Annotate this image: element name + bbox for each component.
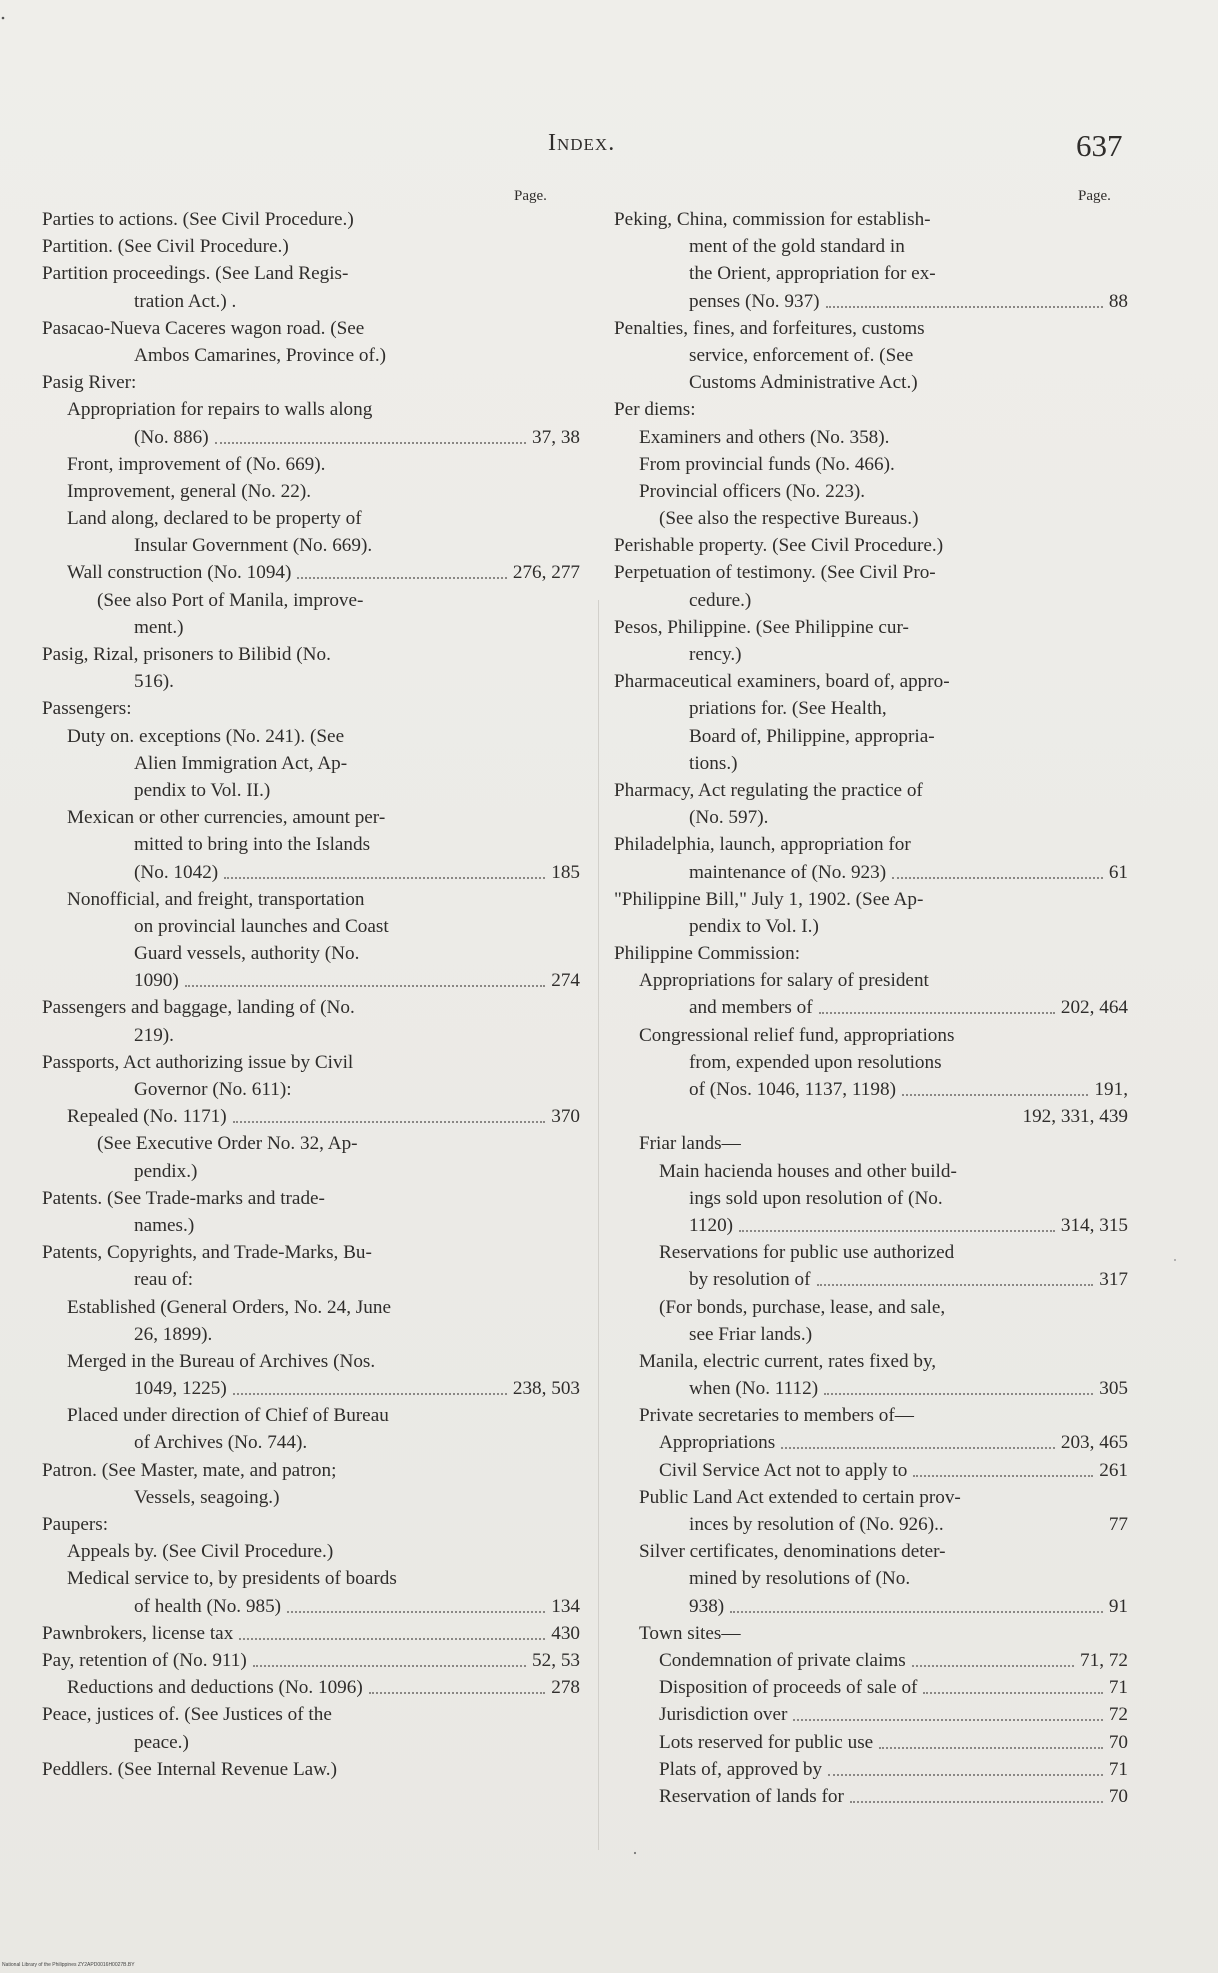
index-page-ref: 72: [1108, 1704, 1128, 1726]
right-page-column-header: Page.: [1078, 188, 1111, 204]
index-entry-line: [614, 396, 1128, 423]
index-entry-line: [614, 1212, 1128, 1239]
index-entry-text: by resolution of: [689, 1269, 811, 1291]
index-page-ref: 274: [551, 970, 580, 992]
index-entry-text: ings sold upon resolution of (No.: [689, 1187, 943, 1209]
index-entry-line: [614, 940, 1128, 967]
index-page-ref: 430: [551, 1622, 580, 1644]
index-entry-line: [614, 1620, 1128, 1647]
column-divider: [598, 600, 599, 1850]
index-entry-line: [42, 614, 580, 641]
index-entry-text: Established (General Orders, No. 24, June: [67, 1296, 391, 1318]
index-entry-line: [42, 913, 580, 940]
index-entry-text: Reservations for public use authorized: [659, 1242, 955, 1264]
dot-leader: [912, 1665, 1074, 1667]
index-entry-text: Paupers:: [42, 1514, 109, 1535]
index-entry-line: [614, 1239, 1128, 1266]
index-entry-text: Perpetuation of testimony. (See Civil Pro-: [614, 562, 936, 584]
dot-leader: [233, 1393, 507, 1395]
index-entry-line: [614, 859, 1128, 886]
index-entry-text: Mexican or other currencies, amount per-: [67, 807, 386, 829]
index-entry-line: [614, 804, 1128, 831]
index-page-ref: 202, 464: [1060, 997, 1128, 1019]
dot-leader: [850, 1801, 1103, 1803]
footer-attribution: National Library of the Philippines ZY2APD0016H0027B.BY: [2, 1962, 135, 1968]
index-page-ref: 71: [1108, 1677, 1128, 1699]
index-entry-line: [614, 505, 1128, 532]
index-entry-text: Patron. (See Master, mate, and patron;: [42, 1459, 337, 1481]
index-entry-text: 219).: [134, 1024, 174, 1046]
index-entry-line: [42, 831, 580, 858]
index-page-ref: 261: [1099, 1459, 1128, 1481]
index-entry-text: pendix.): [134, 1160, 198, 1182]
index-entry-line: [614, 886, 1128, 913]
index-entry-text: Pasig, Rizal, prisoners to Bilibid (No.: [42, 644, 331, 665]
index-entry-text: Governor (No. 611):: [134, 1079, 292, 1100]
dot-leader: [879, 1747, 1103, 1749]
index-entry-text: (No. 1042): [134, 861, 219, 883]
index-entry-text: reau of:: [134, 1269, 194, 1291]
index-entry-text: Pharmacy, Act regulating the practice of: [614, 779, 923, 801]
dot-leader: [793, 1719, 1103, 1721]
dot-leader: [826, 306, 1103, 308]
index-entry-text: 26, 1899).: [134, 1323, 213, 1345]
index-entry-text: Pharmaceutical examiners, board of, appro-: [614, 671, 950, 693]
index-entry-text: Reductions and deductions (No. 1096): [67, 1677, 363, 1699]
index-entry-text: Examiners and others (No. 358).: [639, 426, 890, 448]
index-entry-line: [42, 587, 580, 614]
index-entry-line: [614, 1375, 1128, 1402]
index-entry-text: (See Executive Order No. 32, Ap-: [97, 1133, 358, 1155]
index-entry-line: [42, 1348, 580, 1375]
index-entry-text: Passports, Act authorizing issue by Civil: [42, 1051, 354, 1073]
index-entry-text: "Philippine Bill," July 1, 1902. (See Ap-: [614, 888, 924, 910]
index-entry-line: [614, 315, 1128, 342]
index-entry-text: Passengers and baggage, landing of (No.: [42, 997, 355, 1019]
index-entry-line: [42, 750, 580, 777]
index-entry-line: [42, 1076, 580, 1103]
dot-leader: [923, 1692, 1103, 1694]
index-entry-text: 1090): [134, 970, 179, 992]
index-entry-line: [42, 994, 580, 1021]
index-page-ref: 370: [551, 1106, 580, 1128]
index-entry-line: [614, 559, 1128, 586]
index-entry-text: (No. 597).: [689, 807, 769, 829]
page-title: Index.: [548, 130, 616, 156]
index-page-ref: 192, 331, 439: [1022, 1106, 1128, 1128]
index-entry-line: [614, 1348, 1128, 1375]
index-entry-text: Vessels, seagoing.): [134, 1486, 280, 1508]
index-entry-line: [42, 1701, 580, 1728]
dot-leader: [297, 577, 507, 579]
index-entry-text: Appropriations: [659, 1432, 776, 1454]
index-entry-text: Civil Service Act not to apply to: [659, 1459, 908, 1481]
index-entry-line: [42, 1593, 580, 1620]
index-entry-text: mined by resolutions of (No.: [689, 1568, 911, 1590]
index-entry-text: Congressional relief fund, appropriations: [639, 1024, 955, 1046]
index-entry-text: Ambos Camarines, Province of.): [134, 344, 387, 366]
index-entry-text: (See also the respective Bureaus.): [659, 508, 919, 530]
index-entry-line: [42, 777, 580, 804]
index-entry-text: mitted to bring into the Islands: [134, 834, 371, 856]
index-entry-text: 938): [689, 1595, 725, 1617]
dot-leader: [233, 1121, 545, 1123]
index-entry-line: [42, 641, 580, 668]
index-entry-text: Merged in the Bureau of Archives (Nos.: [67, 1350, 376, 1372]
index-entry-text: Pasacao-Nueva Caceres wagon road. (See: [42, 317, 365, 339]
index-entry-line: [42, 206, 580, 233]
index-entry-text: Perishable property. (See Civil Procedure.): [614, 535, 944, 557]
index-entry-line: [614, 532, 1128, 559]
index-entry-line: [614, 1429, 1128, 1456]
index-entry-text: Lots reserved for public use: [659, 1731, 874, 1753]
index-entry-line: [614, 1103, 1128, 1130]
index-page-ref: 70: [1108, 1785, 1128, 1807]
page-number: 637: [1076, 128, 1123, 163]
index-entry-text: From provincial funds (No. 466).: [639, 453, 895, 475]
index-entry-line: [42, 886, 580, 913]
index-entry-text: Alien Immigration Act, Ap-: [134, 752, 348, 774]
index-entry-text: peace.): [134, 1731, 189, 1753]
index-entry-line: [614, 695, 1128, 722]
index-entry-line: [614, 1511, 1128, 1538]
index-entry-text: when (No. 1112): [689, 1378, 819, 1400]
index-page-ref: 71, 72: [1080, 1649, 1128, 1671]
index-entry-text: Front, improvement of (No. 669).: [67, 453, 326, 475]
index-entry-line: [614, 1130, 1128, 1157]
index-entry-line: [42, 1729, 580, 1756]
index-entry-line: [42, 1375, 580, 1402]
index-entry-line: [614, 1022, 1128, 1049]
index-entry-line: [42, 859, 580, 886]
index-entry-line: [614, 451, 1128, 478]
index-entry-text: Pawnbrokers, license tax: [42, 1622, 234, 1644]
index-entry-line: [42, 1620, 580, 1647]
index-entry-text: Partition proceedings. (See Land Regis-: [42, 263, 349, 285]
index-entry-text: (See also Port of Manila, improve-: [97, 589, 364, 611]
dot-leader: [892, 877, 1103, 879]
index-entry-text: the Orient, appropriation for ex-: [689, 263, 936, 285]
index-entry-text: (No. 886): [134, 426, 209, 448]
index-entry-line: [42, 1402, 580, 1429]
index-entry-line: [42, 1756, 580, 1783]
dot-leader: [824, 1393, 1093, 1395]
index-entry-line: [614, 750, 1128, 777]
index-entry-text: Appropriation for repairs to walls along: [67, 399, 373, 421]
index-entry-line: [42, 1321, 580, 1348]
index-entry-line: [614, 206, 1128, 233]
index-entry-line: [42, 967, 580, 994]
dot-leader: [215, 442, 526, 444]
index-entry-line: [42, 1511, 580, 1538]
index-entry-text: Board of, Philippine, appropria-: [689, 725, 935, 747]
index-entry-line: [614, 1321, 1128, 1348]
index-entry-text: Pesos, Philippine. (See Philippine cur-: [614, 616, 909, 638]
index-entry-text: of health (No. 985): [134, 1595, 282, 1617]
index-entry-text: Placed under direction of Chief of Bureau: [67, 1405, 389, 1427]
index-entry-line: [614, 668, 1128, 695]
index-entry-text: Jurisdiction over: [659, 1704, 788, 1726]
index-entry-line: [42, 396, 580, 423]
index-entry-text: 516).: [134, 671, 174, 693]
index-entry-line: [42, 233, 580, 260]
index-entry-text: Partition. (See Civil Procedure.): [42, 236, 289, 258]
dot-leader: [224, 877, 545, 879]
index-entry-line: [614, 1729, 1128, 1756]
dot-leader: [902, 1094, 1088, 1096]
index-entry-line: [614, 1294, 1128, 1321]
index-entry-text: Town sites—: [639, 1622, 741, 1644]
index-entry-text: Insular Government (No. 669).: [134, 535, 373, 557]
index-entry-line: [614, 1538, 1128, 1565]
dot-leader: [239, 1638, 545, 1640]
index-entry-text: rency.): [689, 644, 742, 665]
index-entry-line: [42, 723, 580, 750]
index-entry-line: [614, 288, 1128, 315]
index-entry-line: [614, 1756, 1128, 1783]
index-entry-text: pendix to Vol. I.): [689, 915, 819, 937]
index-entry-line: [42, 1266, 580, 1293]
index-entry-line: [42, 1185, 580, 1212]
dot-leader: [913, 1475, 1093, 1477]
index-entry-text: Patents. (See Trade-marks and trade-: [42, 1187, 325, 1209]
index-page-ref: 276, 277: [512, 562, 580, 584]
index-entry-line: [614, 1674, 1128, 1701]
index-page-ref: 77: [1108, 1514, 1128, 1535]
index-entry-line: [614, 342, 1128, 369]
index-entry-line: [614, 1593, 1128, 1620]
index-page-ref: 134: [551, 1595, 580, 1617]
index-entry-text: Peace, justices of. (See Justices of the: [42, 1704, 332, 1726]
index-entry-line: [614, 777, 1128, 804]
index-entry-line: [614, 831, 1128, 858]
index-page-ref: 70: [1108, 1731, 1128, 1753]
index-entry-text: Passengers:: [42, 698, 132, 720]
index-entry-text: Main hacienda houses and other build-: [659, 1160, 957, 1182]
index-entry-text: on provincial launches and Coast: [134, 915, 389, 937]
index-entry-text: Guard vessels, authority (No.: [134, 943, 360, 965]
dot-leader: [287, 1611, 545, 1613]
index-entry-line: [42, 1674, 580, 1701]
index-entry-line: [42, 1212, 580, 1239]
index-entry-line: [614, 369, 1128, 396]
index-page-ref: 317: [1099, 1269, 1128, 1291]
index-entry-text: Plats of, approved by: [659, 1758, 823, 1780]
index-entry-text: service, enforcement of. (See: [689, 344, 914, 366]
index-page-ref: 278: [551, 1677, 580, 1699]
index-entry-line: [42, 1457, 580, 1484]
index-page-ref: 61: [1108, 861, 1128, 883]
index-entry-line: [614, 260, 1128, 287]
index-entry-line: [42, 1239, 580, 1266]
index-page-ref: 91: [1108, 1595, 1128, 1617]
index-entry-line: [614, 1457, 1128, 1484]
index-page-ref: 203, 465: [1060, 1432, 1128, 1454]
index-entry-line: [42, 1538, 580, 1565]
index-entry-text: ment.): [134, 616, 184, 638]
index-entry-line: [42, 451, 580, 478]
index-page-ref: 71: [1108, 1758, 1128, 1780]
index-entry-text: Pasig River:: [42, 372, 137, 394]
index-entry-text: Customs Administrative Act.): [689, 372, 918, 394]
index-entry-line: [614, 1402, 1128, 1429]
dot-leader: [781, 1447, 1055, 1449]
index-entry-text: 1049, 1225): [134, 1378, 227, 1400]
index-entry-line: [614, 994, 1128, 1021]
index-entry-line: [614, 1647, 1128, 1674]
dot-leader: [253, 1665, 526, 1667]
index-entry-text: Per diems:: [614, 399, 696, 421]
index-entry-line: [614, 424, 1128, 451]
index-entry-line: [614, 1484, 1128, 1511]
index-entry-line: [614, 1185, 1128, 1212]
index-entry-line: [42, 478, 580, 505]
left-page-column-header: Page.: [514, 188, 547, 204]
index-entry-text: Peking, China, commission for establish-: [614, 209, 931, 230]
index-entry-line: [614, 1565, 1128, 1592]
index-entry-text: Repealed (No. 1171): [67, 1106, 227, 1128]
index-entry-text: inces by resolution of (No. 926)..: [689, 1514, 944, 1535]
index-entry-text: Appeals by. (See Civil Procedure.): [67, 1541, 334, 1563]
index-entry-text: pendix to Vol. II.): [134, 779, 271, 801]
index-entry-text: Silver certificates, denominations deter-: [639, 1541, 946, 1563]
index-entry-line: [614, 478, 1128, 505]
index-entry-line: [42, 1049, 580, 1076]
index-entry-line: [42, 424, 580, 451]
index-entry-text: Condemnation of private claims: [659, 1649, 906, 1671]
index-entry-line: [614, 1266, 1128, 1293]
index-page-ref: 37, 38: [532, 426, 580, 448]
dot-leader: [817, 1284, 1093, 1286]
index-entry-text: Nonofficial, and freight, transportation: [67, 888, 365, 910]
index-entry-line: [614, 967, 1128, 994]
index-entry-line: [42, 1294, 580, 1321]
index-entry-line: [42, 532, 580, 559]
index-entry-line: [42, 1484, 580, 1511]
dot-leader: [828, 1774, 1103, 1776]
index-entry-line: [42, 1429, 580, 1456]
index-entry-text: cedure.): [689, 589, 752, 611]
index-entry-line: [42, 1103, 580, 1130]
index-entry-text: of (Nos. 1046, 1137, 1198): [689, 1079, 896, 1100]
index-entry-line: [42, 288, 580, 315]
index-page-ref: 314, 315: [1060, 1214, 1128, 1236]
index-entry-text: and members of: [689, 997, 813, 1019]
index-entry-line: [42, 260, 580, 287]
index-entry-text: ment of the gold standard in: [689, 236, 905, 258]
index-entry-text: Manila, electric current, rates fixed by,: [639, 1350, 937, 1372]
index-entry-text: Peddlers. (See Internal Revenue Law.): [42, 1758, 337, 1780]
index-entry-text: tions.): [689, 752, 738, 774]
index-entry-line: [42, 1565, 580, 1592]
index-entry-text: Duty on. exceptions (No. 241). (See: [67, 725, 345, 747]
index-entry-text: priations for. (See Health,: [689, 698, 887, 720]
index-entry-line: [42, 1130, 580, 1157]
index-entry-text: see Friar lands.): [689, 1323, 813, 1345]
index-entry-text: Pay, retention of (No. 911): [42, 1649, 247, 1671]
right-index-column: [614, 206, 1128, 1810]
index-entry-line: [42, 505, 580, 532]
index-entry-text: 1120): [689, 1214, 734, 1236]
dot-leader: [369, 1692, 545, 1694]
index-page-ref: 88: [1108, 290, 1128, 312]
index-entry-line: [42, 1022, 580, 1049]
index-entry-line: [614, 1783, 1128, 1810]
index-entry-line: [614, 723, 1128, 750]
index-entry-text: tration Act.) .: [134, 290, 237, 312]
index-entry-text: Private secretaries to members of—: [639, 1405, 914, 1427]
index-entry-text: Philadelphia, launch, appropriation for: [614, 834, 911, 856]
dot-leader: [730, 1611, 1103, 1613]
index-entry-line: [42, 1647, 580, 1674]
index-page-ref: 191,: [1094, 1079, 1128, 1100]
index-entry-text: (For bonds, purchase, lease, and sale,: [659, 1296, 946, 1318]
index-entry-text: Friar lands—: [639, 1133, 741, 1155]
index-entry-line: [42, 804, 580, 831]
index-entry-text: Provincial officers (No. 223).: [639, 480, 866, 502]
index-entry-line: [614, 1076, 1128, 1103]
index-entry-line: [42, 695, 580, 722]
index-entry-line: [42, 668, 580, 695]
index-entry-line: [42, 369, 580, 396]
dot-leader: [739, 1230, 1055, 1232]
index-entry-line: [614, 233, 1128, 260]
index-entry-text: maintenance of (No. 923): [689, 861, 887, 883]
index-entry-line: [614, 587, 1128, 614]
index-entry-text: Philippine Commission:: [614, 943, 801, 965]
index-entry-text: Wall construction (No. 1094): [67, 562, 292, 584]
index-entry-text: Public Land Act extended to certain prov-: [639, 1486, 961, 1508]
index-page-ref: 185: [551, 861, 580, 883]
index-entry-text: from, expended upon resolutions: [689, 1051, 942, 1073]
index-entry-text: Medical service to, by presidents of boards: [67, 1568, 397, 1590]
index-entry-line: [614, 1701, 1128, 1728]
index-entry-text: names.): [134, 1214, 195, 1236]
index-entry-text: Reservation of lands for: [659, 1785, 844, 1807]
index-entry-line: [42, 342, 580, 369]
index-entry-text: of Archives (No. 744).: [134, 1432, 308, 1454]
index-entry-line: [42, 559, 580, 586]
index-entry-text: Land along, declared to be property of: [67, 508, 362, 530]
index-entry-line: [42, 940, 580, 967]
index-entry-text: penses (No. 937): [689, 290, 820, 312]
index-page-ref: 52, 53: [532, 1649, 580, 1671]
index-entry-line: [614, 1049, 1128, 1076]
index-entry-text: Improvement, general (No. 22).: [67, 480, 312, 502]
index-entry-text: Penalties, fines, and forfeitures, customs: [614, 317, 925, 339]
index-entry-line: [42, 1158, 580, 1185]
dot-leader: [185, 985, 545, 987]
index-entry-text: Parties to actions. (See Civil Procedure.): [42, 209, 354, 230]
index-entry-line: [614, 641, 1128, 668]
index-entry-line: [614, 1158, 1128, 1185]
index-page-ref: 305: [1099, 1378, 1128, 1400]
left-index-column: [42, 206, 580, 1783]
dot-leader: [819, 1012, 1055, 1014]
index-entry-text: Disposition of proceeds of sale of: [659, 1677, 918, 1699]
index-entry-line: [42, 315, 580, 342]
index-page-ref: 238, 503: [512, 1378, 580, 1400]
index-entry-line: [614, 913, 1128, 940]
index-entry-line: [614, 614, 1128, 641]
index-entry-text: Patents, Copyrights, and Trade-Marks, Bu-: [42, 1242, 372, 1264]
index-entry-text: Appropriations for salary of president: [639, 970, 929, 992]
